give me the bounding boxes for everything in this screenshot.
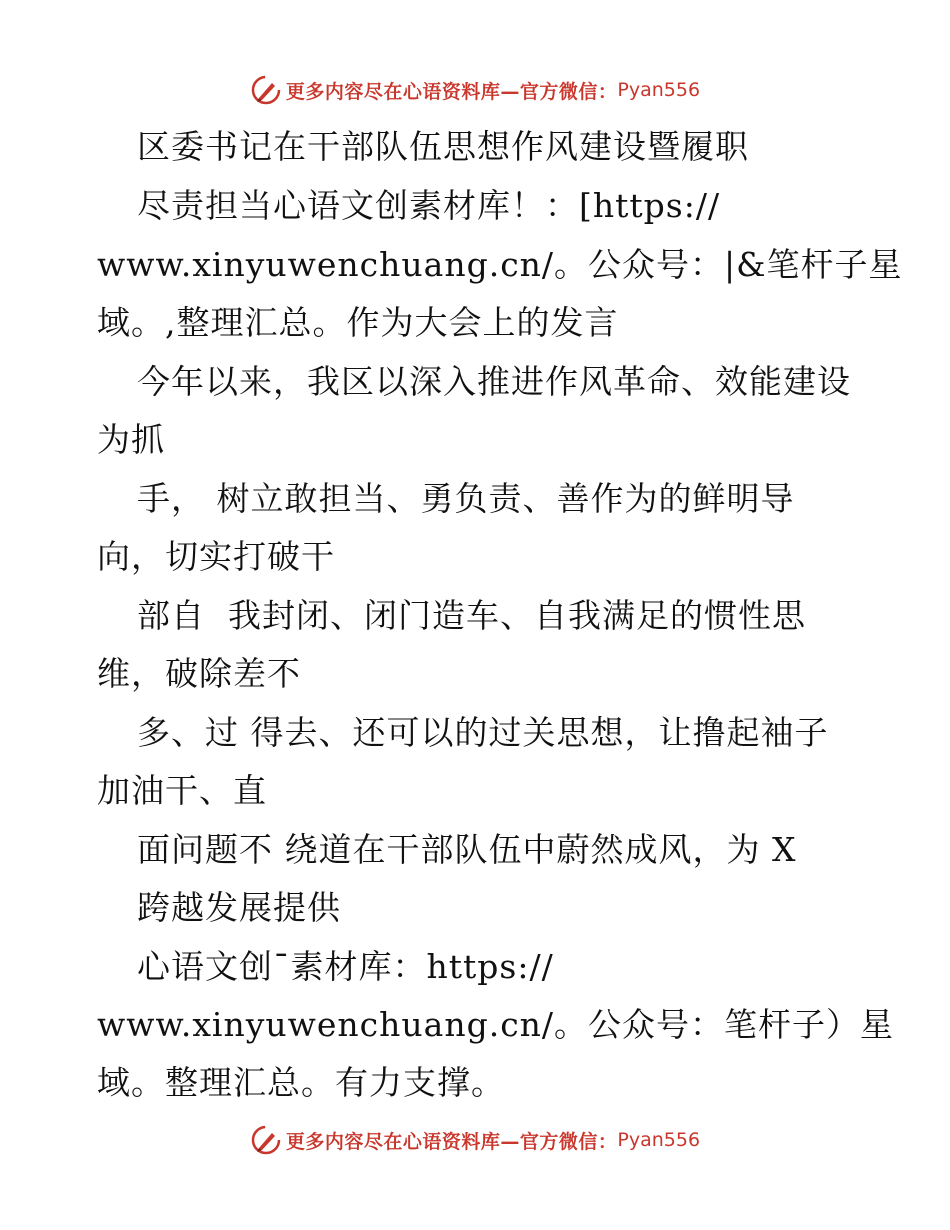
header-watermark — [0, 70, 950, 110]
doc-line: 跨越发展提供 — [137, 888, 341, 927]
doc-line: www.xinyuwenchuang.cn/。公众号：笔杆子）星 — [97, 1005, 895, 1044]
doc-line: 向，切实打破干 — [97, 537, 335, 576]
doc-line: 今年以来，我区以深入推进作风革命、效能建设 — [137, 362, 851, 401]
pen-logo-icon — [250, 1124, 282, 1156]
doc-line: 手， 树立敢担当、勇负责、善作为的鲜明导 — [137, 479, 795, 518]
doc-line: www.xinyuwenchuang.cn/。公众号：|&笔杆子星 — [97, 245, 903, 284]
doc-line: 多、过 得去、还可以的过关思想，让撸起袖子 — [137, 713, 829, 752]
doc-line: 维，破除差不 — [97, 654, 301, 693]
doc-line: 域。,整理汇总。作为大会上的发言 — [97, 303, 619, 342]
doc-title-line-1: 区委书记在干部队伍思想作风建设暨履职 — [137, 127, 749, 166]
doc-line: 部自 我封闭、闭门造车、自我满足的惯性思 — [137, 596, 806, 635]
doc-line: 为抓 — [97, 420, 165, 459]
doc-line: 加油干、直 — [97, 771, 267, 810]
doc-title-line-2: 尽责担当心语文创素材库！：[https:// — [137, 186, 721, 225]
watermark-wechat-id: Pyan556 — [617, 1129, 701, 1151]
watermark-text: 更多内容尽在心语资料库—官方微信： — [285, 80, 618, 103]
doc-line: 心语文创¯素材库：https:// — [137, 947, 554, 986]
footer-watermark — [0, 1120, 950, 1160]
doc-line: 面问题不 绕道在干部队伍中蔚然成风，为 X — [137, 830, 797, 869]
watermark-text: 更多内容尽在心语资料库—官方微信： — [285, 1130, 618, 1153]
watermark-wechat-id: Pyan556 — [617, 79, 701, 101]
pen-logo-icon — [250, 74, 282, 106]
doc-line: 域。整理汇总。有力支撑。 — [97, 1063, 505, 1102]
